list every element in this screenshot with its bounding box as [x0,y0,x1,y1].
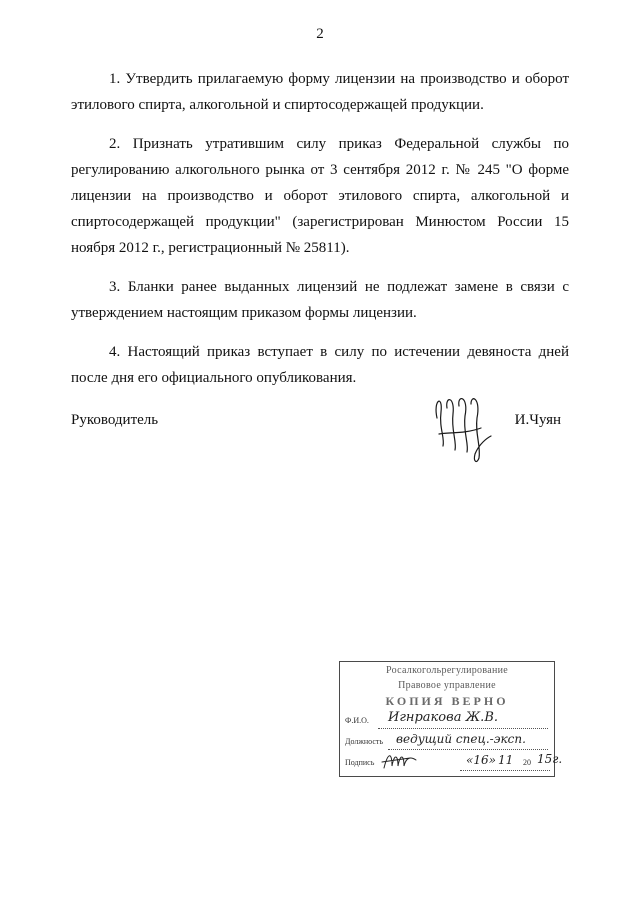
signatory-name: И.Чуян [514,412,561,428]
stamp-position-value: ведущий спец.-эксп. [396,732,526,746]
stamp-position-row [345,737,383,746]
stamp-fio-underline [378,728,548,729]
page-number: 2 [316,26,324,42]
stamp-date-month: 11 [498,753,514,767]
stamp-fio-value: Игнракова Ж.В. [388,710,499,725]
paragraph-2: 2. Признать утратившим силу приказ Федеральной службы по регулированию алкогольного рынка от 3 сентября 2012 г. № 245 "О форме лицензии на производство и оборот этилового спирта, алкогольной и спиртосодержащей продукции" (зарегистрирован Минюстом России 15 ноября 2012 г., регистрационный № 25811). [71,136,569,256]
stamp-signature-label: Подпись [345,758,375,767]
stamp-signature-row [345,758,374,767]
paragraph-4: 4. Настоящий приказ вступает в силу по истечении девяноста дней после дня его официального опубликования. [71,344,569,386]
handwritten-signature [425,388,505,468]
stamp-org-line-2: Правовое управление [398,680,496,691]
stamp-fio-label: Ф.И.О. [345,716,369,725]
stamp-date-underline [460,770,550,771]
stamp-handwritten-signature [380,748,420,774]
stamp-fio-row [345,716,369,725]
document-body [71,66,569,404]
stamp-date-day: «16» [466,753,496,767]
certification-stamp [339,661,563,777]
stamp-date-year-prefix: 20 [523,758,531,767]
stamp-org-line-1: Росалкогольрегулирование [385,665,509,676]
stamp-date-year: 15г. [537,752,563,766]
stamp-copy-verified: КОПИЯ ВЕРНО [385,694,509,708]
paragraph-1: 1. Утвердить прилагаемую форму лицензии на производство и оборот этилового спирта, алкогольной и спиртосодержащей продукции. [71,71,569,113]
signatory-title: Руководитель [71,412,159,428]
stamp-position-label: Должность [345,737,384,746]
paragraph-3: 3. Бланки ранее выданных лицензий не подлежат замене в связи с утверждением настоящим приказом формы лицензии. [71,279,569,321]
